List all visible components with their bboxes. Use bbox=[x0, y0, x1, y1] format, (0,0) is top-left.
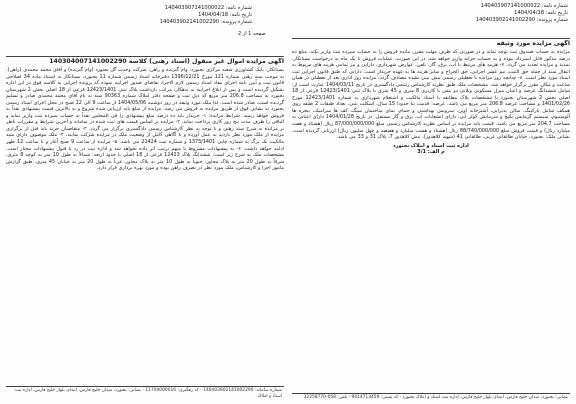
right-page-heading: آگهی مزایده مورد وثیقه bbox=[496, 40, 570, 47]
right-bottom-divider bbox=[292, 393, 570, 394]
right-page-body: مزایده به حساب صندوق ثبت توجه نماید و در صورتی که ظرف مهلت مقرر، مانده فروش را به حساب سپرده ثبت واریز نکند، مبلغ ده درصد مذکور قابل استرداد نبوده و به حساب خزانه واریز خواهد شد. در این صورت، عملیات فروش تا یک ماه به درخواست بستانکار، تمدید و مزایده تجدید می گردد. ۷- هزینه های مرتبط با آب، برق، گاز، تلفن، عوارض شهرداری، دارایی و نیز تمامی هزینه های مربوط به انتقال سند از جمله حق الثبت، نیم عشر اجرایی، حق الحراج و سایر هزینه ها به عهده خریدار است. دارایی که طبق قانون اجرایی ثبت اسناد مورد نظر است. ۸- چنانچه روز مزایده با تعطیلی رسمی پیش بینی نشده مصادف گردد، مزایده روز اداری بعد از تعطیلی در همان ساعت و مکان مقرر برگزار خواهد شد. مشخصات ملک طبق نظریه کارشناس رسمی دادگستری در تاریخ 1404/03/11 عبارت است از: شامل ششدانگ عرصه و اعیان منزل مسکونی ویلایی دو نبش با کاربری 8 متری و 45 متری با پلاک ثبتی 12423/1401 فرعی از 18 اصلی بخش 2 شهرستان بجنورد با مشخصات پلاک مطابقه با اسناد مالکیت و استعلام شهرداری به شماره 12423/1401 مورخ 1401/02/26 و مساحت عرصه 206.8 متر مربع می باشد. عرصه: قدمت بنا حدودا 15 سال، اسکلت بتنی، تعداد طبقات 2 طبقه روی همکف شامل پارکینگ، سالن پذیرایی، آشپزخانه اوپن، سرویس بهداشتی و حمام. نمای ساختمان سنگ، کف ها سرامیک، پنجره ها آلومینیوم، سیستم گرمایش پکیج و سرمایش کولر آبی، دارای انشعابات آب، برق و گاز مستقل. در تاریخ 1404/01/28 دارای اعیانی به مساحت 204.7 متر مربع می باشد. قیمت پایه مزایده بر اساس نظریه کارشناس رسمی مبلغ 87/000/000/000 ریال (هشتاد و هفت میلیارد ریال) و قیمت فروش مبلغ 88/740/000/000 ریال (هشتاد و هشت میلیارد و هفتصد و چهل میلیون ریال) ارزیابی گردیده است. نشانی ملک: بجنورد، خیابان طالقانی غربی، طالقانی 41 (شهید کلاهدوز)، نبش کلاهدوز 7، پلاک 31 و 33 می باشد. bbox=[292, 49, 570, 141]
left-page-column bbox=[6, 58, 284, 384]
right-page-signature bbox=[292, 143, 570, 156]
left-page-body: بستانکار: بانک کشاورزی شعبه مرکزی بجنورد. وام گیرنده و راهن: شرکت وحدت گل بجنورد (وام گیرنده) و آقای محمد محمدی (راهن). به موجب سند رهنی شماره 121 مورخ 1396/12/21 دفترخانه اسناد رسمی شماره 11 بجنورد، بستانکار به استناد ماده 34 اصلاحی قانون ثبت و آیین نامه اجرای مفاد اسناد رسمی لازم الاجرا، تقاضای صدور اجراییه نموده که پرونده اجرایی به کلاسه فوق در این اداره تشکیل گردیده است و پس از ابلاغ اجراییه به بدهکار، مراتب بازداشت پلاک ثبتی 12423/1401 فرعی از 18 اصلی بخش 2 شهرستان بجنورد به مساحت 206.8 متر مربع که ذیل ثبت و صفحه دفتر املاک شماره 90363 سند به نام آقای محمد محمدی صادر و تسلیم گردیده است، صادر شده است. لذا ملک مورد وثیقه در روز دوشنبه 1404/05/06 از ساعت 9 الی 12 صبح در محل اجرای اسناد رسمی بجنورد به نشانی فوق از طریق مزایده به فروش می رسد. مزایده از مبلغ پایه ارزیابی شده شروع و به بالاترین قیمت پیشنهادی نقداً به فروش خواهد رسید. شرایط مزایده: ۱- خریدار باید ده درصد مبلغ پیشنهادی را فی المجلس نقداً به حساب سپرده ثبت واریز نماید و الباقی را ظرف مدت پنج روز کاری پرداخت نماید. ۲- مزایده بر اساس قیمت های ثبت شده در سامانه و آخرین شرایط و مقررات ناظر بر مزایده به شرح سند رهنی و با توجه به نظر کارشناس رسمی دادگستری برگزار می گردد. ۳- متقاضیان خرید باید قبل از برگزاری مزایده از ملک مورد نظر بازدید به عمل آورده و با آگاهی کامل از وضعیت ملک در مزایده شرکت نمایند. ۴- ملک موصوف دارای سند مالکیت تک برگ به شماره چاپی 1373/1401 و شماره ثبت 21424 می باشد. ۵- مزایده از ساعت 9 صبح آغاز و تا ساعت 12 ظهر ادامه خواهد داشت. ۶- به پیشنهادات مشروط یا مبهم ترتیب اثر داده نخواهد شد و اداره ثبت در رد یا قبول پیشنهادات مختار است. مشخصات ملک به شرح زیر است: ششدانگ پلاک 12423 فرعی از 18 اصلی با حدود اربعه: شمالاً به طول 10 متر به کوچه 8 متری، شرقاً به طول 20 متر به پلاک مجاور، جنوباً به طول 10 متر به پلاک مجاور، غرباً به طول 20 متر به خیابان 45 متری. طبق گزارش مامور اجرا و کارشناس، ملک مورد نظر در تصرف راهن بوده و مورد بهره برداری قرار دارد. bbox=[6, 67, 284, 172]
left-top-divider bbox=[6, 56, 284, 57]
right-letter-number: شماره نامه: 140403907141000022 bbox=[480, 3, 568, 9]
right-page-column bbox=[292, 40, 570, 390]
page-number: صفحه 1 از 2 bbox=[238, 31, 266, 37]
signature-office: اداره ثبت اسناد و املاک بجنورد bbox=[393, 142, 469, 149]
right-letter-date: تاریخ نامه: 1404/04/18 bbox=[514, 9, 568, 16]
right-case-number: شماره پرونده: 140403902141002290 bbox=[475, 16, 568, 23]
left-case-number: شماره پرونده: 140403902141002290 bbox=[159, 18, 252, 25]
left-page-footer: شماره سامانه: 140403902141002290 - کد رهگیری: 11704000016 - نشانی: بجنورد، میدان خلیج فارس، ابتدای بلوار خلیج فارس، اداره ثبت اسناد و املاک bbox=[14, 388, 282, 399]
left-page-letter-meta bbox=[132, 5, 252, 25]
right-page-letter-meta bbox=[438, 3, 568, 23]
left-letter-number: شماره نامه: 140403907141000022 bbox=[164, 5, 252, 11]
left-letter-date: تاریخ نامه: 1404/04/18 bbox=[198, 11, 252, 18]
left-bottom-divider bbox=[6, 386, 284, 387]
right-top-divider bbox=[292, 38, 570, 39]
left-page-heading: آگهی مزایده اموال غیر منقول (اسناد رهنی) کلاسه 140304007141002290 bbox=[49, 58, 284, 65]
signature-code: م الف: 3/1 bbox=[417, 149, 445, 156]
right-page-footer: نشانی: بجنورد، میدان خلیج فارس، ابتدای بلوار خلیج فارس، اداره ثبت اسناد و املاک بجنورد - کد پستی: 9414713459 - تلفن: 058-32258770 bbox=[303, 395, 568, 400]
